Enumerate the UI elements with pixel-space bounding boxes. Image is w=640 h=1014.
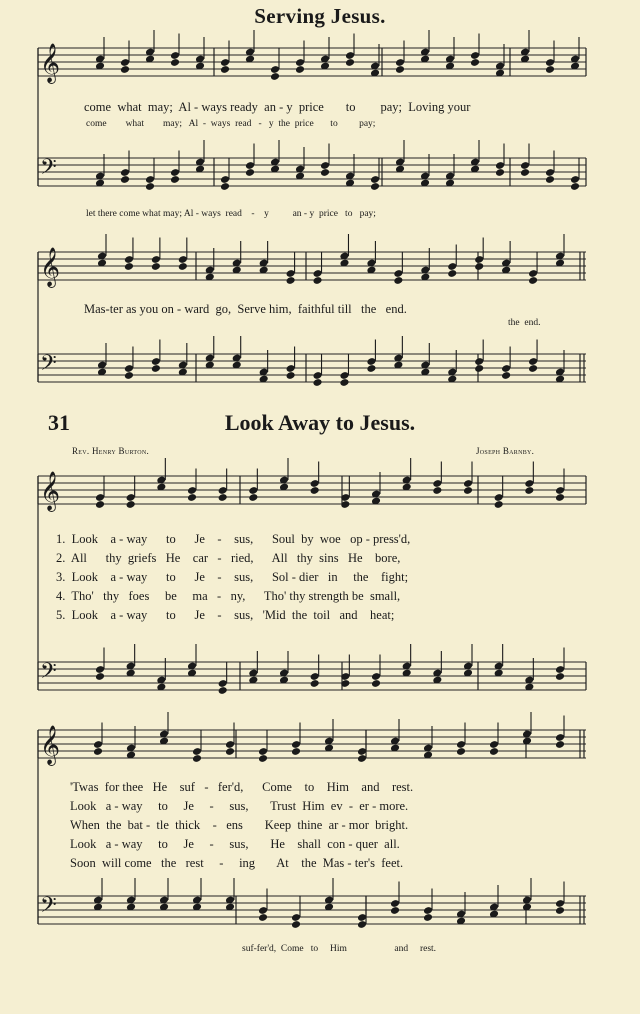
note-head — [320, 168, 330, 177]
note-head — [218, 686, 228, 695]
note-head — [555, 906, 565, 915]
treble-clef-icon: 𝄞 — [40, 725, 61, 765]
note-head — [218, 493, 228, 502]
note-head — [570, 182, 580, 191]
note-head — [95, 672, 105, 681]
note-head — [151, 262, 161, 271]
note-head — [312, 276, 322, 285]
note-head — [124, 262, 134, 271]
lyric-line: Mas-ter as you on - ward go, Serve him, faithful till the end. — [84, 302, 407, 316]
note-head — [528, 364, 538, 373]
note-head — [220, 65, 230, 74]
note-head — [192, 754, 202, 763]
verse-line: Look a - way to Je - sus, He shall con - quer all. — [70, 837, 400, 851]
note-head — [370, 182, 380, 191]
note-head — [291, 747, 301, 756]
treble-clef-icon: 𝄞 — [40, 43, 61, 83]
note-head — [220, 182, 230, 191]
lyric-line: the end. — [508, 318, 541, 328]
note-head — [524, 486, 534, 495]
lyric-line: come what may; Al - ways read - y the price to pay; — [86, 119, 376, 129]
note-head — [545, 65, 555, 74]
note-head — [432, 486, 442, 495]
note-head — [447, 269, 457, 278]
verse-line: 5. Look a - way to Je - sus, 'Mid the toil and heat; — [56, 608, 395, 622]
bass-clef-icon: 𝄢 — [40, 659, 57, 689]
hymn-title-look-away: Look Away to Jesus. — [224, 410, 416, 435]
note-head — [470, 58, 480, 67]
note-head — [225, 747, 235, 756]
note-head — [286, 276, 296, 285]
note-head — [495, 168, 505, 177]
note-head — [395, 65, 405, 74]
note-head — [93, 747, 103, 756]
note-head — [456, 747, 466, 756]
verse-line: 3. Look a - way to Je - sus, Sol - dier in the fight; — [56, 570, 409, 584]
verse-line: 'Twas for thee He suf - fer'd, Come to Him and rest. — [70, 780, 414, 794]
note-head — [120, 65, 130, 74]
lyric-line: suf-fer'd, Come to Him and rest. — [242, 944, 437, 954]
note-head — [393, 276, 403, 285]
bass-clef-icon: 𝄢 — [40, 351, 57, 381]
note-head — [463, 486, 473, 495]
note-head — [501, 371, 511, 380]
note-head — [248, 493, 258, 502]
verse-line: 1. Look a - way to Je - sus, Soul by woe op - press'd, — [56, 532, 411, 546]
treble-clef-icon: 𝄞 — [40, 471, 61, 511]
note-head — [339, 378, 349, 387]
bass-clef-icon: 𝄢 — [40, 155, 57, 185]
verse-line: Soon will come the rest - ing At the Mas - ter's feet. — [70, 856, 404, 870]
note-head — [270, 72, 280, 81]
note-head — [151, 364, 161, 373]
verse-line: Look a - way to Je - sus, Trust Him ev - er - more. — [70, 799, 409, 813]
note-head — [258, 913, 268, 922]
note-head — [291, 920, 301, 929]
note-head — [124, 371, 134, 380]
note-head — [489, 747, 499, 756]
note-head — [120, 175, 130, 184]
note-head — [126, 500, 136, 509]
note-head — [423, 913, 433, 922]
note-head — [95, 500, 105, 509]
note-head — [494, 500, 504, 509]
note-head — [555, 740, 565, 749]
note-head — [187, 493, 197, 502]
author-credit: Rev. Henry Burton. — [72, 446, 150, 456]
verse-line: When the bat - tle thick - ens Keep thine ar - mor bright. — [70, 818, 409, 832]
hymn-title-serving-jesus: Serving Jesus. — [254, 4, 386, 28]
note-head — [310, 679, 320, 688]
note-head — [545, 175, 555, 184]
note-head — [390, 906, 400, 915]
treble-clef-icon: 𝄞 — [40, 247, 61, 287]
note-head — [371, 679, 381, 688]
note-head — [258, 754, 268, 763]
note-head — [310, 486, 320, 495]
note-head — [474, 262, 484, 271]
note-head — [170, 175, 180, 184]
note-head — [145, 182, 155, 191]
verse-line: 4. Tho' thy foes be ma - ny, Tho' thy strength be small, — [56, 589, 401, 603]
note-head — [295, 65, 305, 74]
note-head — [312, 378, 322, 387]
note-head — [286, 371, 296, 380]
lyric-line: let there come what may; Al - ways read - y an - y price to pay; — [86, 209, 376, 219]
bass-clef-icon: 𝄢 — [40, 893, 57, 923]
note-head — [366, 364, 376, 373]
note-head — [345, 58, 355, 67]
note-head — [170, 58, 180, 67]
lyric-line: come what may; Al - ways ready an - y price to pay; Loving your — [84, 100, 471, 114]
composer-credit: Joseph Barnby. — [476, 446, 535, 456]
hymn-number: 31 — [48, 410, 70, 435]
note-head — [555, 493, 565, 502]
note-head — [474, 364, 484, 373]
note-head — [520, 168, 530, 177]
note-head — [528, 276, 538, 285]
note-head — [178, 262, 188, 271]
note-head — [555, 672, 565, 681]
verse-line: 2. All thy griefs He car - ried, All thy sins He bore, — [56, 551, 401, 565]
note-head — [245, 168, 255, 177]
